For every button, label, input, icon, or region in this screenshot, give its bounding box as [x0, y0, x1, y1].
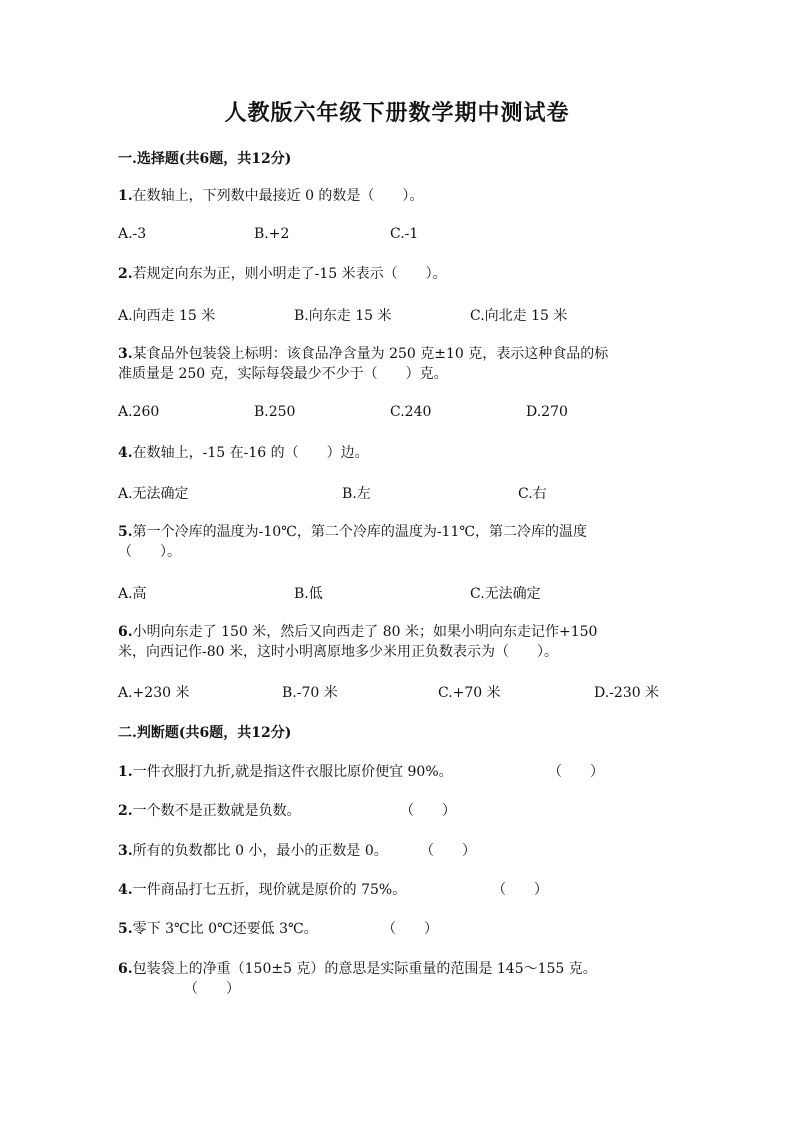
option-d: D.270	[526, 404, 568, 420]
question-text: 零下 3℃比 0℃还要低 3℃。	[132, 921, 318, 937]
option-b: B.250	[254, 404, 296, 420]
option-c: C.向北走 15 米	[470, 308, 568, 324]
option-c: C.240	[390, 404, 432, 420]
judge-question-6	[118, 958, 597, 978]
judge-question-2	[118, 800, 301, 820]
choice-question-4	[118, 443, 369, 463]
question-text: 小明向东走了 150 米，然后又向西走了 80 米；如果小明向东走记作+150	[132, 624, 598, 640]
question-number: 6.	[118, 961, 133, 977]
option-a: A.无法确定	[118, 486, 189, 502]
page-title: 人教版六年级下册数学期中测试卷	[224, 100, 570, 126]
option-c: C.右	[518, 486, 547, 502]
option-a: A.260	[118, 404, 160, 420]
question-text: 在数轴上，下列数中最接近 0 的数是（ ）。	[132, 188, 424, 204]
answer-blank-6[interactable]: （ ）	[184, 981, 240, 997]
answer-blank-5[interactable]: （ ）	[382, 921, 438, 937]
question-number: 6.	[118, 624, 133, 640]
option-a: A.+230 米	[118, 685, 190, 701]
question-text: 在数轴上，-15 在-16 的（ ）边。	[132, 445, 369, 461]
question-text: 一件商品打七五折，现价就是原价的 75%。	[132, 882, 407, 898]
question-text: 某食品外包装袋上标明：该食品净含量为 250 克±10 克，表示这种食品的标	[132, 346, 609, 362]
option-a: A.高	[118, 586, 147, 602]
answer-blank-1[interactable]: （ ）	[548, 764, 604, 780]
question-number: 2.	[118, 803, 133, 819]
option-a: A.-3	[118, 226, 147, 242]
judge-question-1	[118, 761, 453, 781]
question-number: 4.	[118, 445, 133, 461]
option-a: A.向西走 15 米	[118, 308, 216, 324]
answer-blank-2[interactable]: （ ）	[400, 803, 456, 819]
section-heading-judge: 二.判断题(共6题，共12分)	[118, 725, 292, 741]
question-text: 所有的负数都比 0 小，最小的正数是 0。	[132, 843, 388, 859]
option-b: B.向东走 15 米	[294, 308, 392, 324]
question-text-line2: 准质量是 250 克，实际每袋最少不少于（ ）克。	[118, 366, 448, 382]
question-text: 第一个冷库的温度为-10℃，第二个冷库的温度为-11℃，第二冷库的温度	[132, 524, 588, 540]
question-number: 3.	[118, 346, 133, 362]
choice-question-3	[118, 344, 608, 384]
option-c: C.无法确定	[470, 586, 541, 602]
question-number: 5.	[118, 524, 133, 540]
question-number: 1.	[118, 188, 133, 204]
question-number: 4.	[118, 882, 133, 898]
question-number: 2.	[118, 266, 133, 282]
answer-blank-3[interactable]: （ ）	[420, 843, 476, 859]
judge-question-4	[118, 879, 406, 899]
option-c: C.-1	[390, 226, 419, 242]
judge-question-5	[118, 918, 318, 938]
option-b: B.-70 米	[282, 685, 338, 701]
choice-question-6	[118, 622, 597, 662]
question-number: 5.	[118, 921, 133, 937]
choice-question-5	[118, 522, 587, 562]
question-text: 若规定向东为正，则小明走了-15 米表示（ ）。	[132, 266, 447, 282]
question-text-line2: （ ）。	[118, 544, 181, 560]
answer-blank-4[interactable]: （ ）	[492, 882, 548, 898]
question-number: 3.	[118, 843, 133, 859]
choice-question-2	[118, 264, 447, 284]
option-d: D.-230 米	[594, 685, 660, 701]
question-number: 1.	[118, 764, 133, 780]
question-text-line2: 米，向西记作-80 米，这时小明离原地多少米用正负数表示为（ ）。	[118, 644, 558, 660]
section-heading-choice: 一.选择题(共6题，共12分)	[118, 151, 292, 167]
judge-question-3	[118, 840, 388, 860]
option-b: B.左	[342, 486, 371, 502]
choice-question-1	[118, 186, 423, 206]
option-b: B.+2	[254, 226, 290, 242]
option-b: B.低	[294, 586, 323, 602]
question-text: 包装袋上的净重（150±5 克）的意思是实际重量的范围是 145～155 克。	[132, 961, 597, 977]
question-text: 一个数不是正数就是负数。	[132, 803, 301, 819]
question-text: 一件衣服打九折,就是指这件衣服比原价便宜 90%。	[132, 764, 453, 780]
option-c: C.+70 米	[438, 685, 501, 701]
